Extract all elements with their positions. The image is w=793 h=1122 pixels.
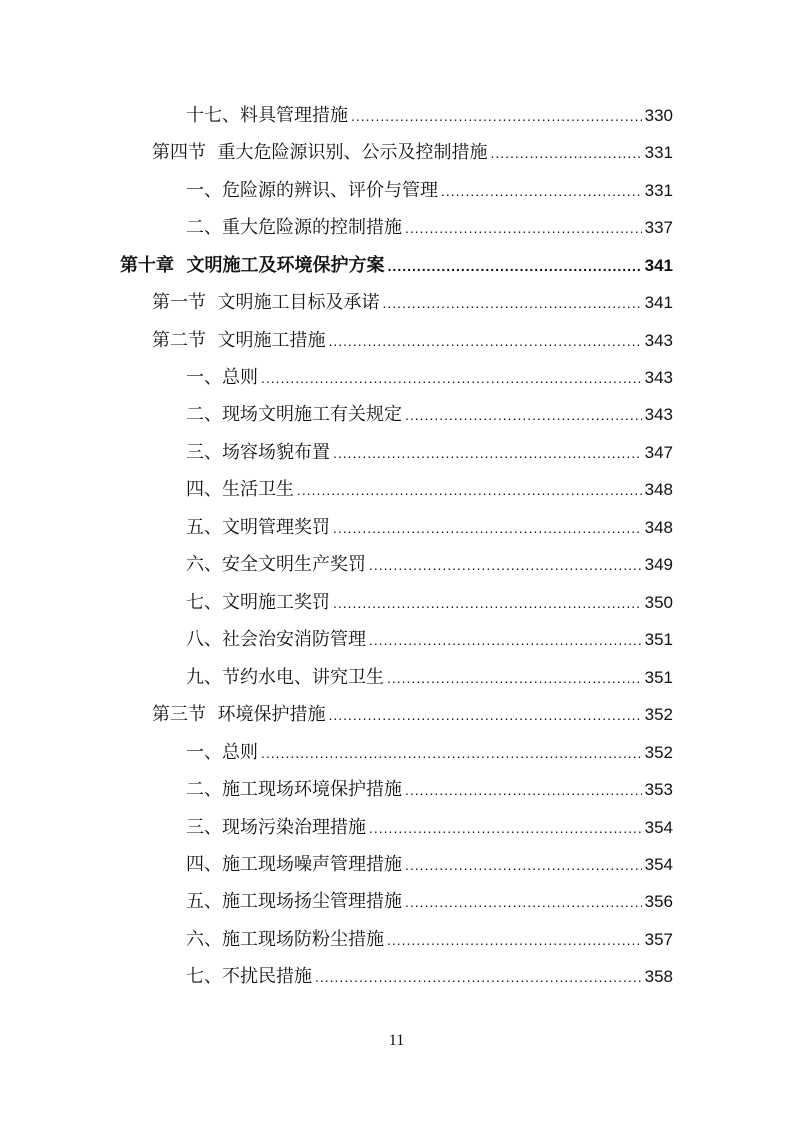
toc-entry-label: 十七、料具管理措施 (186, 105, 348, 126)
toc-entry[interactable] (186, 962, 673, 992)
toc-entry[interactable] (186, 887, 673, 917)
toc-entry[interactable] (152, 326, 673, 356)
toc-leader-dots (315, 962, 642, 992)
toc-entry-page: 352 (644, 705, 673, 724)
page-number: 11 (388, 1032, 405, 1049)
toc-entry-label: 四、生活卫生 (186, 479, 294, 500)
toc-chapter-entry[interactable] (120, 251, 673, 281)
toc-entry[interactable] (186, 738, 673, 768)
toc-entry-page: 331 (644, 181, 673, 200)
toc-entry-label: 三、现场污染治理措施 (186, 817, 366, 838)
toc-entry-label: 七、不扰民措施 (186, 966, 312, 987)
toc-leader-dots (405, 887, 642, 917)
toc-entry-label: 六、施工现场防粉尘措施 (186, 929, 384, 950)
toc-leader-dots (333, 588, 642, 618)
toc-entry-page: 331 (644, 143, 673, 162)
toc-leader-dots (261, 738, 642, 768)
toc-leader-dots (405, 775, 642, 805)
toc-entry[interactable] (152, 700, 673, 730)
toc-entry[interactable] (186, 363, 673, 393)
toc-entry[interactable] (152, 138, 673, 168)
toc-entry[interactable] (186, 588, 673, 618)
toc-entry-page: 343 (644, 331, 673, 350)
toc-entry-page: 351 (644, 630, 673, 649)
toc-leader-dots (441, 176, 642, 206)
toc-leader-dots (369, 550, 642, 580)
toc-leader-dots (333, 513, 642, 543)
toc-entry-label: 第三节 环境保护措施 (152, 704, 326, 725)
toc-entry[interactable] (186, 663, 673, 693)
toc-leader-dots (369, 813, 642, 843)
toc-entry-page: 343 (644, 405, 673, 424)
toc-entry-page: 347 (644, 443, 673, 462)
toc-entry-page: 348 (644, 518, 673, 537)
toc-entry-label: 一、总则 (186, 742, 258, 763)
toc-entry-label: 五、施工现场扬尘管理措施 (186, 891, 402, 912)
toc-leader-dots (328, 326, 641, 356)
toc-entry[interactable] (152, 288, 673, 318)
toc-entry-label: 一、危险源的辨识、评价与管理 (186, 180, 438, 201)
toc-entry-label: 第一节 文明施工目标及承诺 (152, 292, 380, 313)
toc-entry-label: 三、场容场貌布置 (186, 442, 330, 463)
toc-leader-dots (387, 925, 642, 955)
toc-leader-dots (382, 288, 641, 318)
toc-leader-dots (405, 213, 642, 243)
toc-entry[interactable] (186, 400, 673, 430)
toc-leader-dots (387, 663, 642, 693)
toc-entry[interactable] (186, 213, 673, 243)
toc-leader-dots (351, 101, 642, 131)
toc-entry[interactable] (186, 475, 673, 505)
toc-entry[interactable] (186, 850, 673, 880)
toc-leader-dots (369, 625, 642, 655)
toc-leader-dots (405, 400, 642, 430)
toc-entry[interactable] (186, 813, 673, 843)
toc-entry-page: 341 (644, 293, 673, 312)
toc-entry-page: 341 (644, 256, 673, 275)
toc-entry-label: 七、文明施工奖罚 (186, 592, 330, 613)
toc-entry[interactable] (186, 176, 673, 206)
toc-entry-label: 六、安全文明生产奖罚 (186, 554, 366, 575)
toc-entry-label: 第十章 文明施工及环境保护方案 (120, 255, 385, 276)
toc-entry[interactable] (186, 550, 673, 580)
toc-leader-dots (490, 138, 641, 168)
toc-entry-label: 第二节 文明施工措施 (152, 330, 326, 351)
toc-entry[interactable] (186, 438, 673, 468)
toc-entry-page: 357 (644, 930, 673, 949)
toc-leader-dots (388, 251, 642, 281)
toc-entry-label: 二、现场文明施工有关规定 (186, 404, 402, 425)
toc-entry-page: 354 (644, 855, 673, 874)
toc-entry-label: 二、重大危险源的控制措施 (186, 217, 402, 238)
toc-entry-label: 二、施工现场环境保护措施 (186, 779, 402, 800)
toc-leader-dots (405, 850, 642, 880)
toc-entry[interactable] (186, 513, 673, 543)
toc-entry-page: 354 (644, 818, 673, 837)
toc-entry-page: 349 (644, 555, 673, 574)
toc-entry-page: 348 (644, 480, 673, 499)
toc-entry-page: 356 (644, 892, 673, 911)
toc-leader-dots (333, 438, 642, 468)
toc-leader-dots (261, 363, 642, 393)
toc-entry-label: 八、社会治安消防管理 (186, 629, 366, 650)
toc-entry-label: 五、文明管理奖罚 (186, 517, 330, 538)
toc-entry-page: 353 (644, 780, 673, 799)
toc-leader-dots (328, 700, 641, 730)
toc-entry-page: 337 (644, 218, 673, 237)
toc-entry-label: 四、施工现场噪声管理措施 (186, 854, 402, 875)
toc-entry[interactable] (186, 625, 673, 655)
toc-entry-page: 330 (644, 106, 673, 125)
toc-entry-page: 343 (644, 368, 673, 387)
toc-entry-label: 九、节约水电、讲究卫生 (186, 667, 384, 688)
toc-entry[interactable] (186, 925, 673, 955)
toc-entry-label: 一、总则 (186, 367, 258, 388)
toc-entry-page: 350 (644, 593, 673, 612)
toc-entry[interactable] (186, 101, 673, 131)
toc-entry-page: 358 (644, 967, 673, 986)
toc-entry-page: 351 (644, 668, 673, 687)
toc-entry[interactable] (186, 775, 673, 805)
toc-entry-label: 第四节 重大危险源识别、公示及控制措施 (152, 142, 488, 163)
toc-leader-dots (297, 475, 642, 505)
toc-entry-page: 352 (644, 743, 673, 762)
